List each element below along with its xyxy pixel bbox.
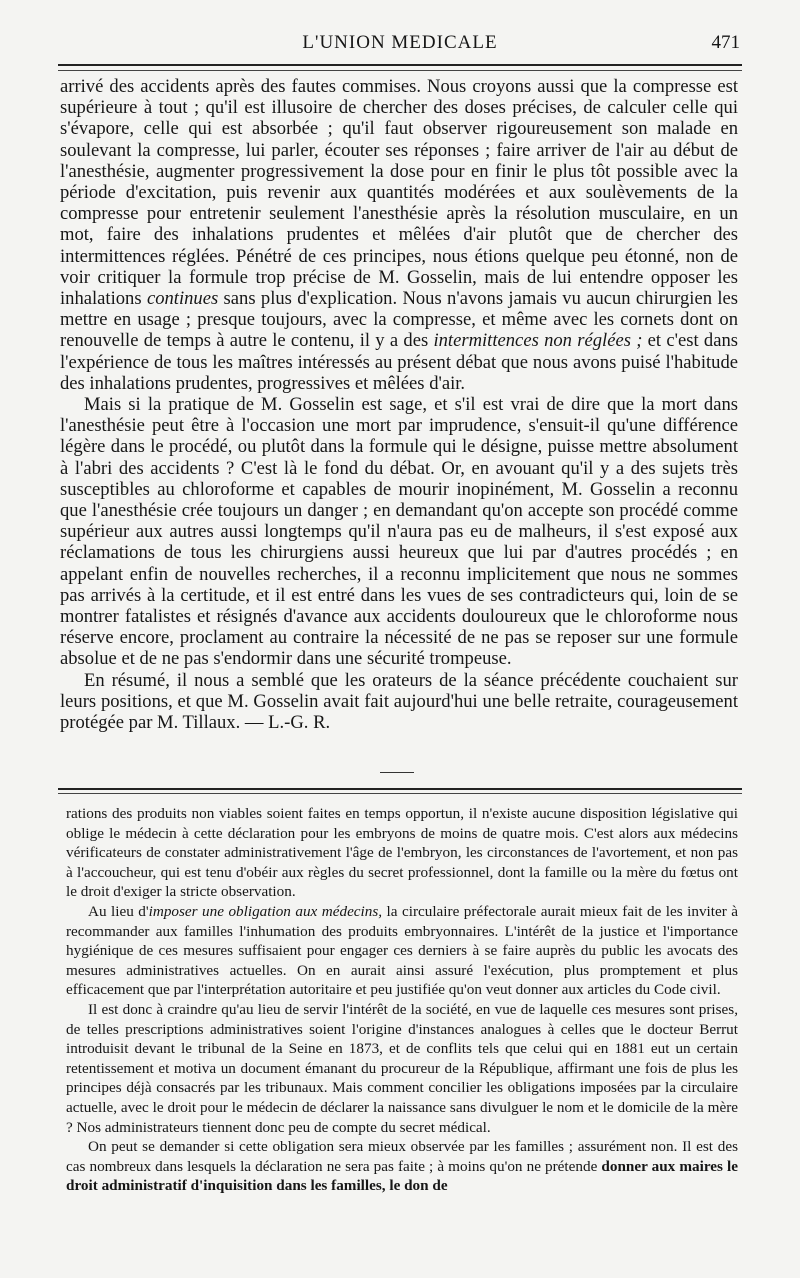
article-body [60, 76, 738, 733]
section-separator [380, 772, 414, 773]
running-title: L'UNION MEDICALE [302, 32, 498, 53]
paragraph-3: En résumé, il nous a semblé que les orateurs de la séance précédente couchaient sur leurs positions, et que M. Gosselin avait fait aujourd'hui une belle retraite, courageusement protégée par M. Tillaux. — L.-G. R. [60, 669, 738, 734]
footnote-rule-thin [58, 793, 742, 794]
paragraph-2: Mais si la pratique de M. Gosselin est sage, et s'il est vrai de dire que la mort dans l'anesthésie peut être à l'occasion une mort par imprudence, s'ensuit-il qu'une différence légère dans le procédé, ou plutôt dans la formule qui le désigne, puisse mettre absolument à l'abri des accidents ? C'est là le fond du débat. Or, en avouant qu'il y a des sujets très susceptibles au chloroforme et capables de mourir inopinément, M. Gosselin a reconnu que l'anesthésie crée toujours un danger ; en demandant qu'on accepte son procédé comme supérieur aux autres aussi longtemps qu'il n'aura pas eu de malheurs, il s'est exposé aux réclamations de tous les chirurgiens aussi heureux que lui par d'autres procédés ; en appelant enfin de nouvelles recherches, il a reconnu implicitement que nous ne sommes pas arrivés à la certitude, et il est entré dans les vues de ses contradicteurs qui, loin de se montrer fatalistes et résignés d'avance aux accidents douloureux que le chloroforme nous réserve encore, proclament au contraire la nécessité de ne pas se reposer sur une formule absolue et de ne pas s'endormir dans une sécurité trompeuse. [60, 394, 738, 670]
footnote-paragraph-4: On peut se demander si cette obligation sera mieux observée par les familles ; assurément non. Il est des cas nombreux dans lesquels la déclaration ne sera pas faite ; à moins qu'on ne prétende donner aux maires le droit administratif d'inquisition dans les familles, le don de [66, 1138, 738, 1195]
paragraph-1: arrivé des accidents après des fautes commises. Nous croyons aussi que la compresse est supérieure à tout ; qu'il est illusoire de chercher des doses précises, de calculer celle qui s'évapore, celle qui est absorbée ; qu'il faut observer rigoureusement son malade en soulevant la compresse, lui parler, écouter ses réponses ; faire arriver de l'air au début de l'anesthésie, augmenter progressivement la dose pour en finir le plus tôt possible avec la période d'excitation, puis revenir aux quantités modérées et aux soulèvements de la compresse pour entretenir seulement l'anesthésie après la résolution musculaire, en un mot, faire des inhalations prudentes et mêlées d'air plutôt que de chercher des intermittences réglées. Pénétré de ces principes, nous étions quelque peu étonné, non de voir critiquer la formule trop précise de M. Gosselin, mais de lui entendre opposer les inhalations continues sans plus d'explication. Nous n'avons jamais vu aucun chirurgien les mettre en usage ; presque toujours, avec la compresse, et même avec les cornets dont on renouvelle de temps à autre le contenu, il y a des intermittences non réglées ; et c'est dans l'expérience de tous les maîtres intéressés au présent débat que nous avons puisé l'habitude des inhalations prudentes, progressives et mêlées d'air. [60, 76, 738, 394]
header-rule [58, 64, 742, 66]
page-number: 471 [711, 32, 740, 53]
footnote-paragraph-1: rations des produits non viables soient faites en temps opportun, il n'existe aucune disposition législative qui oblige le médecin à cette déclaration pour les embryons de moins de quatre mois. C'est alors aux médecins vérificateurs de constater administrativement l'âge de l'embryon, les circonstances de l'avortement, et non pas à l'accoucheur, qui est tenu d'obéir aux règles du secret professionnel, dont la famille ou la mère du fœtus ont le droit d'exiger la stricte observation. [66, 805, 738, 901]
footnote-rule [58, 788, 742, 790]
emphasis-imposer: imposer une obligation aux médecins, [148, 902, 383, 920]
header-rule-thin [58, 70, 742, 71]
footnote-paragraph-2: Au lieu d'imposer une obligation aux médecins, la circulaire préfectorale aurait mieux fait de les inviter à recommander aux familles l'inhumation des produits embryonnaires. L'intérêt de la justice et l'importance hygiénique de ces mesures suffisaient pour engager ces derniers à se faire auprès du public les avocats des mesures administratives actuelles. On en aurait ainsi assuré l'exécution, plus promptement et plus efficacement que par l'interprétation autoritaire et peu justifiée qu'on veut donner aux articles du Code civil. [66, 902, 738, 999]
footnote-paragraph-3: Il est donc à craindre qu'au lieu de servir l'intérêt de la société, en vue de laquelle ces mesures sont prises, de telles prescriptions administratives soient l'origine d'instances analogues à celles que le docteur Berrut introduisit devant le tribunal de la Seine en 1873, et de conflits tels que celui qui en 1881 eut un certain retentissement et motiva un document émanant du procureur de la République, affirmant une fois de plus les principes déjà consacrés par les tribunaux. Mais comment concilier les obligations imposées par la circulaire actuelle, avec le droit pour le médecin de déclarer la naissance sans divulguer le nom et le domicile de la mère ? Nos administrateurs tiennent donc peu de compte du secret médical. [66, 1000, 738, 1136]
emphasis-intermittences: intermittences non réglées ; [433, 330, 643, 352]
page-header [60, 30, 740, 60]
emphasis-continues: continues [146, 288, 219, 310]
author-signature: — L.-G. R. [240, 712, 331, 734]
footnote-continuation [66, 804, 738, 1196]
